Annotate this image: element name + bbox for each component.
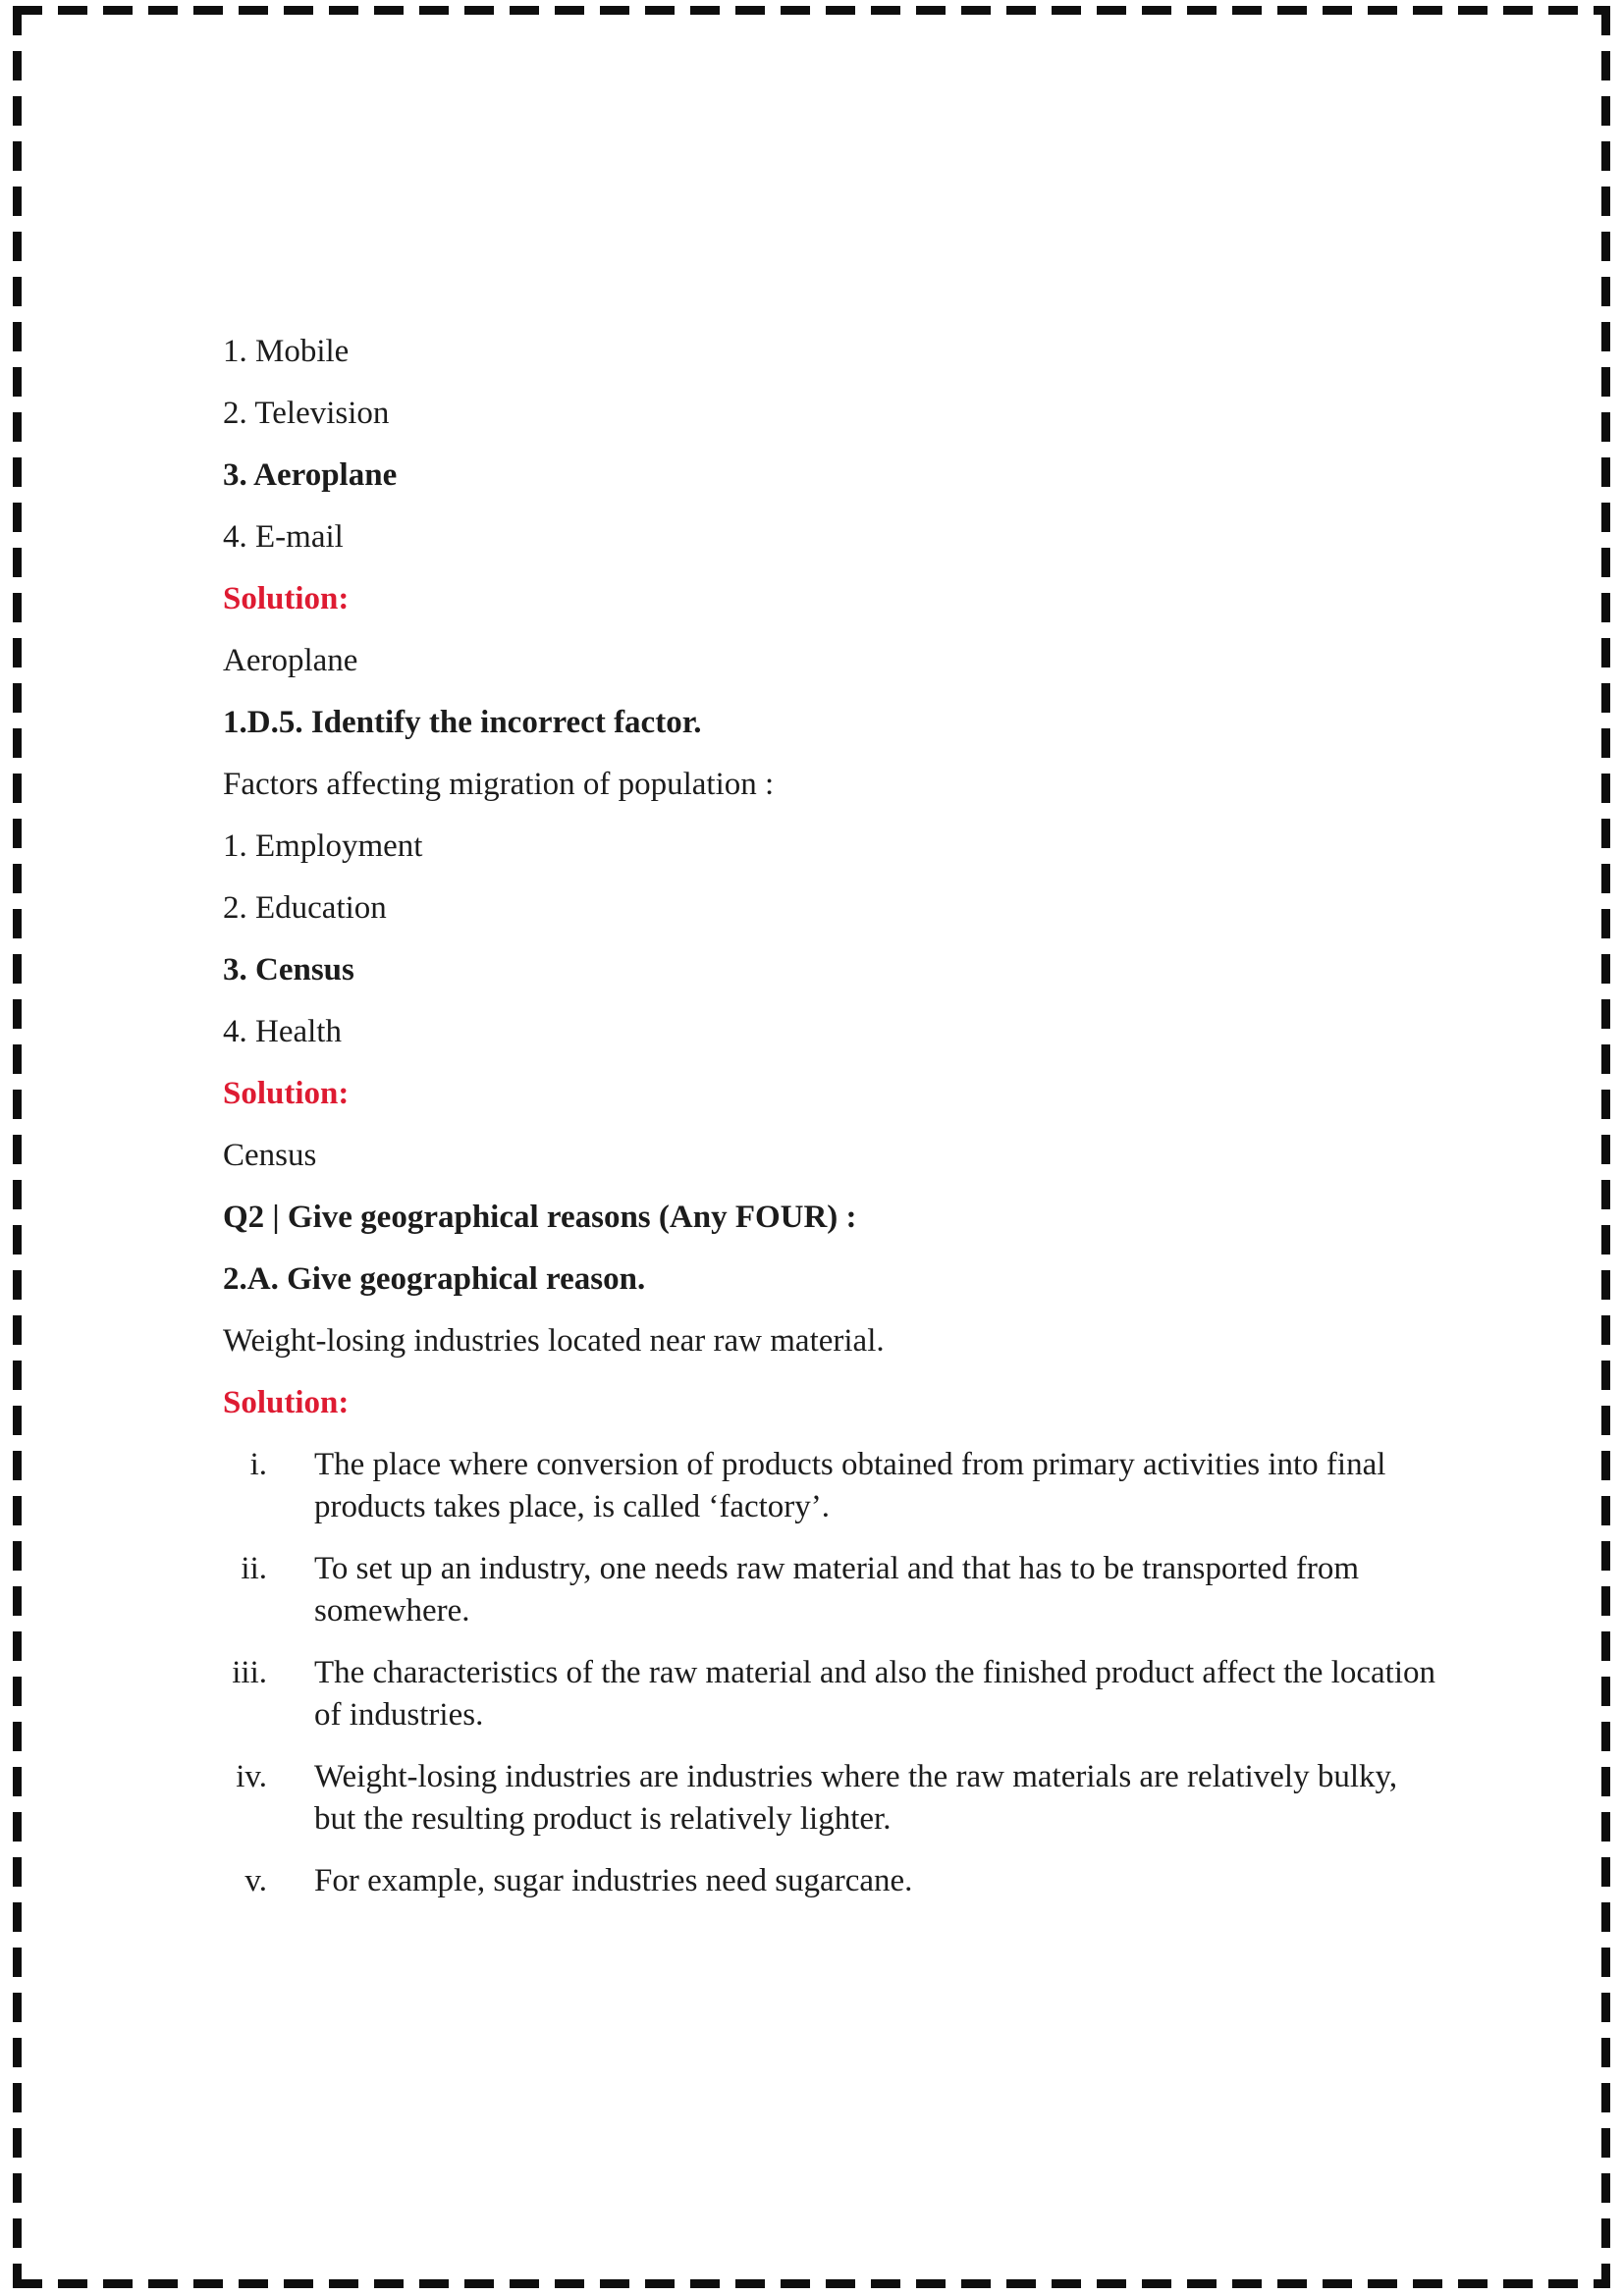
point-marker: iii. xyxy=(232,1655,267,1690)
q1d5-solution-answer: Census xyxy=(223,1138,317,1173)
point-text: The characteristics of the raw material and also the finished product affect the location of industries. xyxy=(314,1655,1435,1733)
q1d4-solution-answer: Aeroplane xyxy=(223,643,358,678)
page-border-top xyxy=(13,6,1610,15)
q1d5-option-1: 1. Employment xyxy=(223,828,423,864)
solution-point xyxy=(223,1652,1460,1736)
point-marker: ii. xyxy=(241,1551,267,1586)
document-content xyxy=(223,331,1460,1922)
point-marker: v. xyxy=(244,1863,267,1898)
q1d5-option-3-answer: 3. Census xyxy=(223,952,354,988)
page-border-left xyxy=(13,6,22,2288)
page-border-bottom xyxy=(13,2279,1610,2288)
q1d4-option-1: 1. Mobile xyxy=(223,334,350,369)
q2-heading: Q2 | Give geographical reasons (Any FOUR) : xyxy=(223,1200,857,1235)
q1d4-option-3-answer: 3. Aeroplane xyxy=(223,457,398,493)
point-text: To set up an industry, one needs raw material and that has to be transported from somewhere. xyxy=(314,1551,1360,1629)
q2a-solution-points xyxy=(223,1444,1460,1902)
point-marker: iv. xyxy=(236,1759,267,1794)
point-text: For example, sugar industries need sugarcane. xyxy=(314,1863,913,1898)
q1d5-solution-label: Solution: xyxy=(223,1076,350,1111)
q1d5-heading: 1.D.5. Identify the incorrect factor. xyxy=(223,705,702,740)
q1d5-option-4: 4. Health xyxy=(223,1014,342,1049)
solution-point xyxy=(223,1756,1460,1841)
q2a-statement: Weight-losing industries located near raw material. xyxy=(223,1323,885,1359)
q1d5-option-2: 2. Education xyxy=(223,890,387,926)
page-border-right xyxy=(1601,6,1610,2288)
point-text: Weight-losing industries are industries where the raw materials are relatively bulky, but the resulting product is relatively lighter. xyxy=(314,1759,1398,1837)
solution-point xyxy=(223,1860,1460,1902)
point-marker: i. xyxy=(249,1447,267,1482)
q1d5-prompt: Factors affecting migration of population : xyxy=(223,767,775,802)
q1d4-solution-label: Solution: xyxy=(223,581,350,616)
q2a-subheading: 2.A. Give geographical reason. xyxy=(223,1261,646,1297)
point-text: The place where conversion of products obtained from primary activities into final products takes place, is called ‘factory’. xyxy=(314,1447,1386,1524)
solution-point xyxy=(223,1548,1460,1632)
solution-point xyxy=(223,1444,1460,1528)
q1d4-option-4: 4. E-mail xyxy=(223,519,344,555)
q1d4-option-2: 2. Television xyxy=(223,396,390,431)
q2a-solution-label: Solution: xyxy=(223,1385,350,1420)
